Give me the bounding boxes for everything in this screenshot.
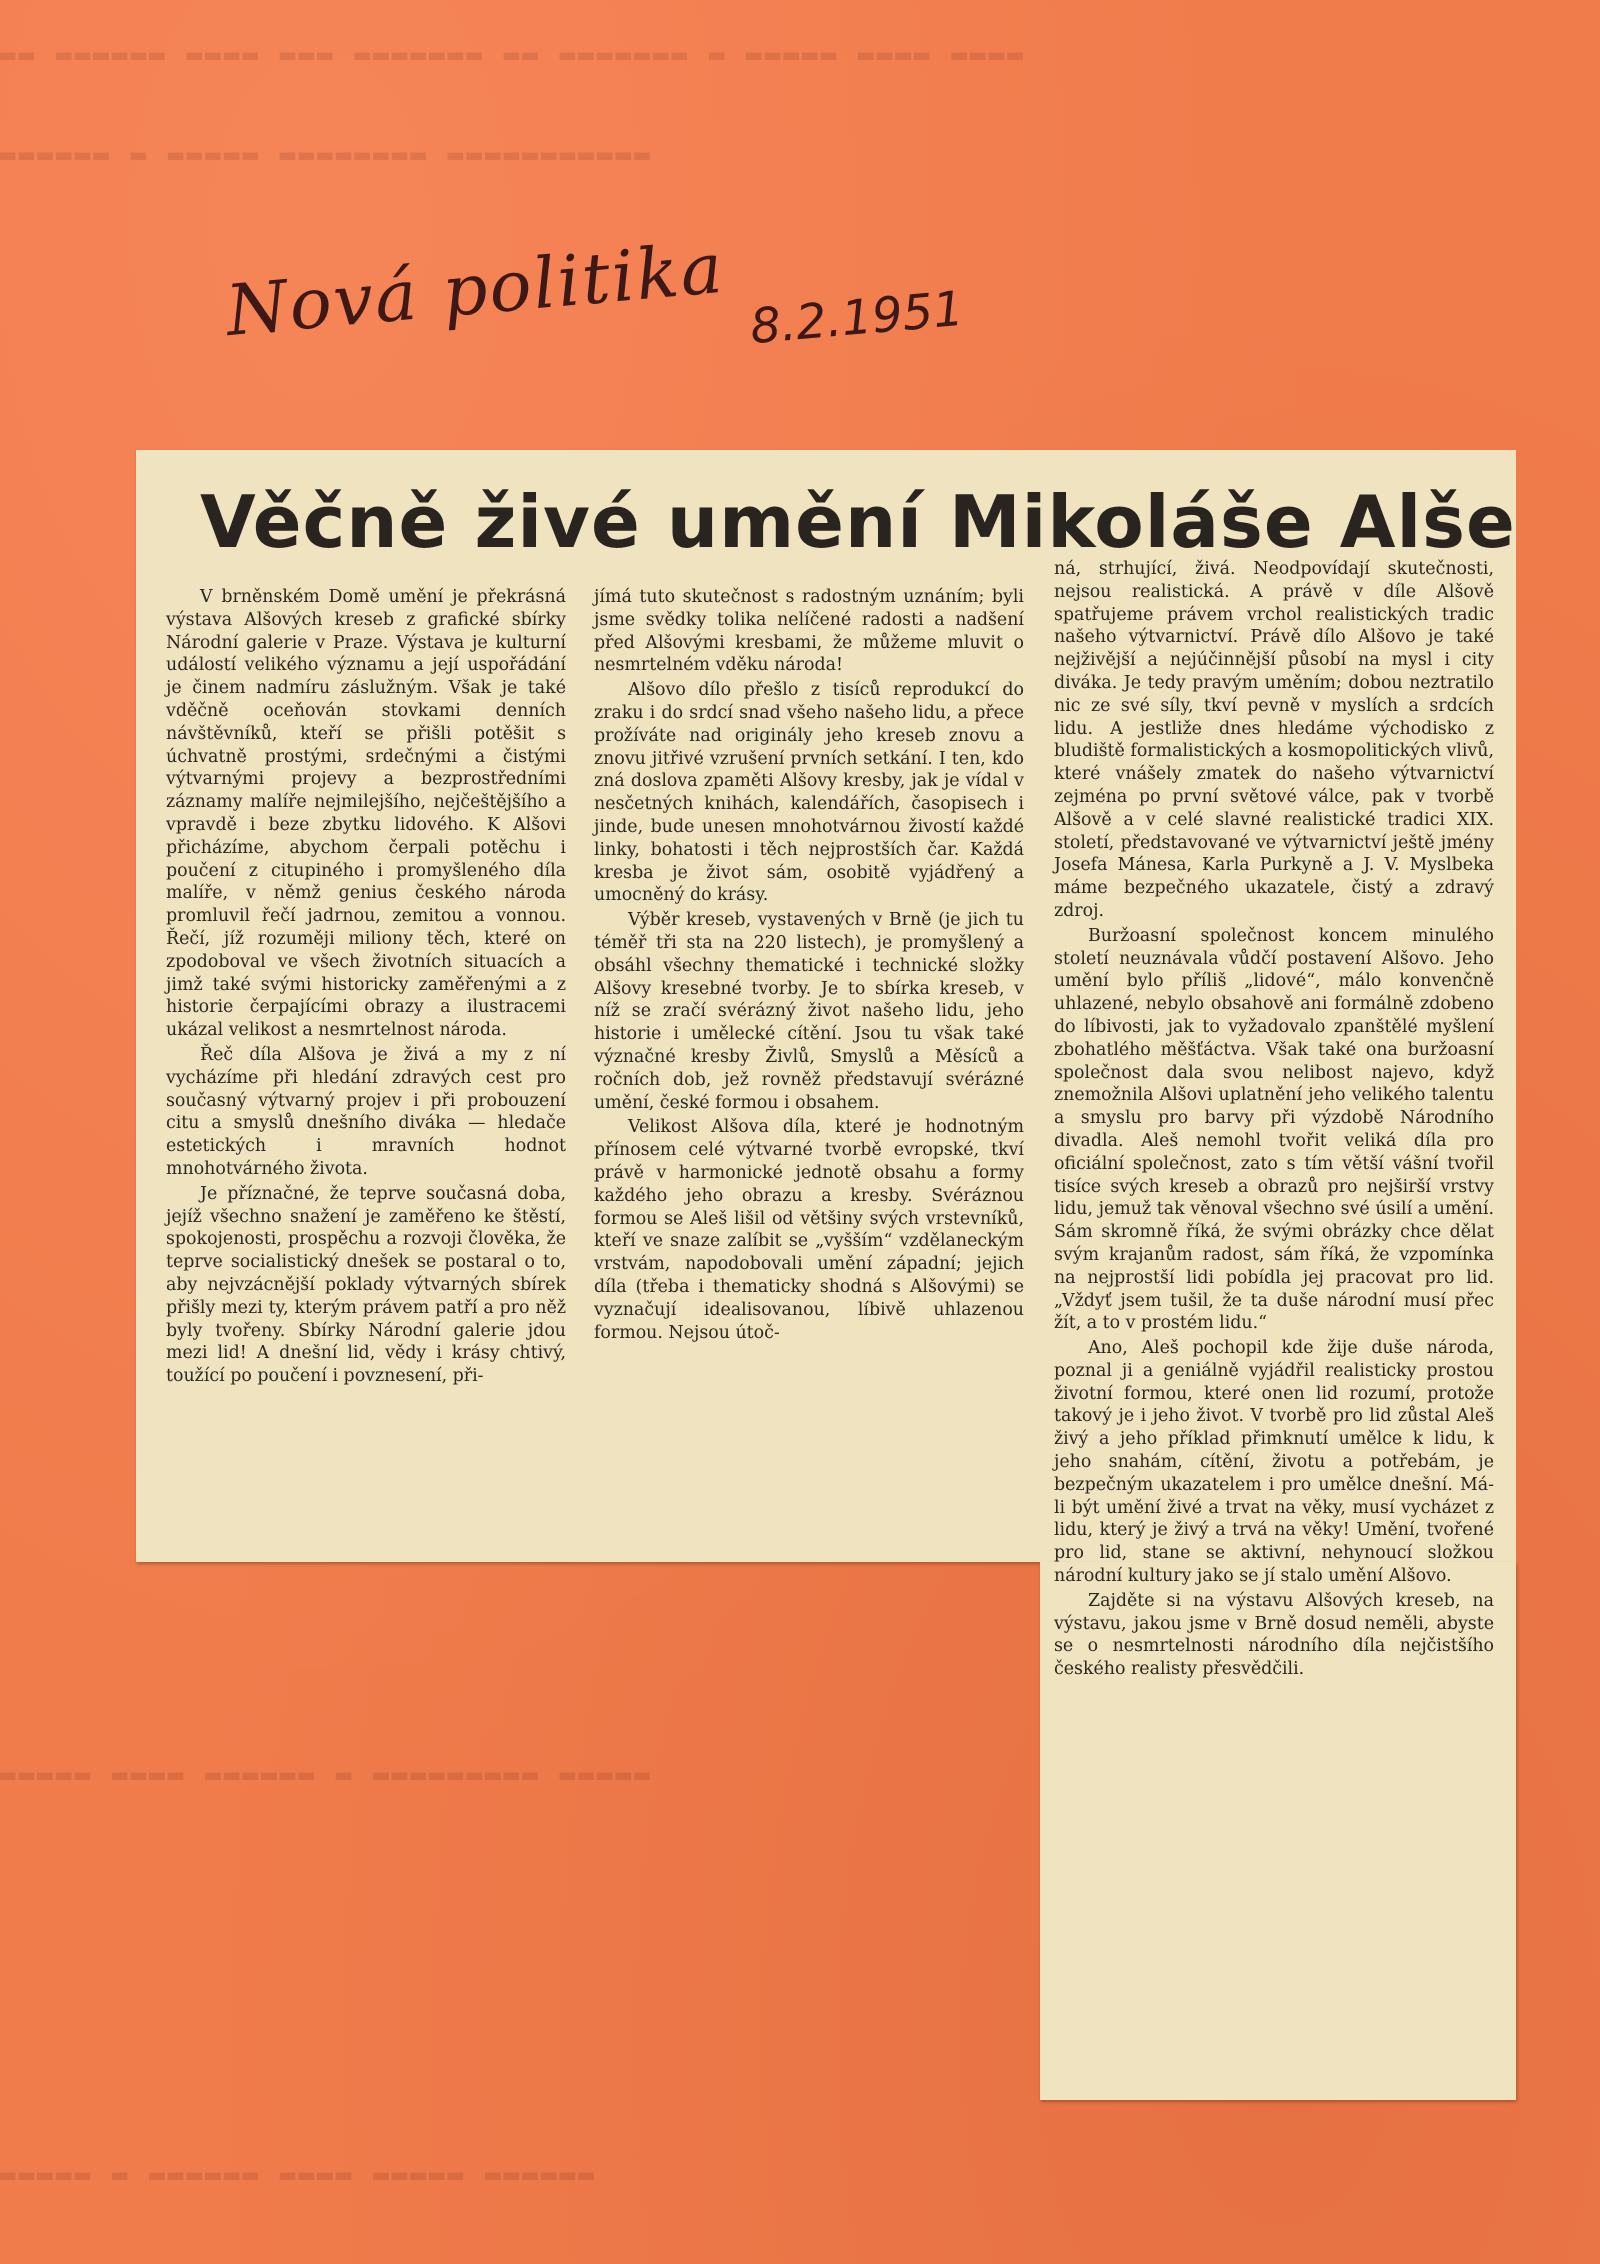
paragraph: jímá tuto skutečnost s radostným uznáním; byli jsme svědky tolika nelíčené radosti a nadšení před Alšovými kresbami, že můžeme mluvit o nesmrtelném vděku národa! (594, 587, 1024, 676)
bleed-through-text: ▬▬▬▬▬ ▬ ▬▬▬▬▬▬ ▬▬▬▬ ▬▬▬▬▬ ▬▬▬▬▬▬ (0, 2160, 597, 2190)
handwritten-annotation (222, 226, 966, 400)
paragraph: Zajděte si na výstavu Alšových kreseb, na výstavu, jakou jsme v Brně dosud neměli, abyste se o nesmrtelnosti národního díla nejčistšího českého realisty přesvědčili. (1054, 1590, 1494, 1680)
paragraph: Ano, Aleš pochopil kde žije duše národa, poznal ji a geniálně vyjádřil realisticky prostou životní formou, které onen lid rozumí, protože takový je i jeho život. V tvorbě pro lid zůstal Aleš živý a jeho příklad přimknutí umělce k lidu, k jeho snahám, cítění, životu a potřebám, je bezpečným ukazatelem i pro umělce dnešní. Má-li být umění živé a trvat na věky, musí vycházet z lidu, který je živý a trvá na věky! Umění, tvořené pro lid, stane se aktivní, nehynoucí složkou národní kultury jako se jí stalo umění Alšovo. (1054, 1338, 1494, 1587)
paragraph: Buržoasní společnost koncem minulého století neuznávala vůdčí postavení Alšovo. Jeho umění bylo příliš „lidové“, málo konvenčně uhlazené, nebylo obsahově ani formálně zdobeno do líbivosti, jak to vyžadovalo zpanštělé myšlení zbohatlého měšťáctva. Však také ona buržoasní společnost dala svou nelibost najevo, když znemožnila Alšovi uplatnění jeho velikého talentu a smyslu pro barvy při výzdobě Národního divadla. Aleš nemohl tvořit veliká díla pro oficiální společnost, zato s tím větší vášní tvořil tisíce svých kreseb a obrazů pro nejširší vrstvy lidu, jemuž tak věnoval všechno své úsilí a umění. Sám skromně říká, že svými obrázky chce dělat svým krajanům radost, sám říká, že vzpomínka na nejprostší lidi pobídla jej pracovat pro lid. „Vždyť jsem tušil, že ta duše národní musí přec žít, a to v prostém lidu.“ (1054, 925, 1494, 1334)
bleed-through-text: ▬▬▬▬▬ ▬▬▬▬ ▬▬▬▬▬▬ ▬ ▬▬▬▬▬▬▬▬▬ ▬▬▬▬▬ (0, 1760, 653, 1790)
article-column-2 (594, 586, 1024, 1344)
paragraph: Výběr kreseb, vystavených v Brně (je jich tu téměř tři sta na 220 listech), je promyšlený a obsáhl všechny thematické i technické složky Alšovy kresebné tvorby. Je to sbírka kreseb, v níž se zračí svérázný život našeho lidu, jeho historie i umělecké cítění. Jsou tu však také význačné kresby Živlů, Smyslů a Měsíců a ročních dob, jež rovněž představují svérázné umění, české formou i obsahem. (594, 910, 1024, 1113)
paragraph: Je příznačné, že teprve současná doba, jejíž všechno snažení je zaměřeno ke štěstí, spokojenosti, prospěchu a rozvoji člověka, že teprve socialistický dnešek se postaral o to, aby nejvzácnější poklady výtvarných sbírek přišly mezi ty, kterým právem patří a pro něž byly tvořeny. Sbírky Národní galerie jdou mezi lid! A dnešní lid, vědy i krásy chtivý, toužící po poučení i povznesení, při- (166, 1183, 566, 1387)
article-column-3 (1054, 558, 1494, 1681)
article-title: Věčně živé umění Mikoláše Alše (200, 480, 1516, 564)
paragraph: Alšovo dílo přešlo z tisíců reprodukcí do zraku i do srdcí snad všeho našeho lidu, a přece prožíváte nad originály jeho kreseb znovu a znovu jitřivé vzrušení prvních setkání. I ten, kdo zná doslova zpaměti Alšovy kresby, jak je vídal v nesčetných knihách, kalendářích, časopisech i jinde, bude unesen mnohotvárnou živostí každé linky, bohatosti i těch nejprostších čar. Každá kresba je život sám, osobitě vyjádřený a umocněný do krásy. (594, 680, 1024, 906)
handwritten-date: 8.2.1951 (747, 280, 966, 356)
paragraph: Řeč díla Alšova je živá a my z ní vycházíme při hledání zdravých cest pro současný výtvarný projev i při probouzení citu a smyslů dnešního diváka — hledače estetických i mravních hodnot mnohotvárného života. (166, 1044, 566, 1179)
paragraph: V brněnském Domě umění je překrásná výstava Alšových kreseb z grafické sbírky Národní galerie v Praze. Výstava je kulturní událostí velikého významu a její uspořádání je činem nadmíru záslužným. Však je také vděčně oceňován stovkami denních návštěvníků, kteří se přišli potěšit s úchvatně prostými, srdečnými a čistými výtvarnými projevy a bezprostředními záznamy malíře nejmilejšího, nejčeštějšího a vpravdě i beze zbytku lidového. K Alšovi přicházíme, abychom čerpali potěchu i poučení z citupiného i promyšleného díla malíře, v němž genius českého národa promluvil řečí jadrnou, zemitou a vonnou. Řečí, jíž rozuměji miliony těch, které on zpodoboval ve všech životních situacích a jimž také svými historicky zaměřenými a z historie čerpajícími obrazy a ilustracemi ukázal velikost a nesmrtelnost národa. (166, 587, 566, 1041)
paragraph: Velikost Alšova díla, které je hodnotným přínosem celé výtvarné tvorbě evropské, tkví právě v harmonické jednotě obsahu a formy každého jeho obrazu a kresby. Svéráznou formou se Aleš lišil od většiny svých vrstevníků, kteří ve snaze zalíbit se „vyšším“ vzdělaneckým vrstvám, napodobovali umění západní; jejich díla (třeba i thematicky shodná s Alšovými) se vyznačují idealisovanou, líbivě uhlazenou formou. Nejsou útoč- (594, 1117, 1024, 1343)
bleed-through-text: ▬▬ ▬▬▬▬▬▬ ▬▬▬▬ ▬▬▬ ▬▬▬▬▬▬▬ ▬▬ ▬▬▬▬▬▬▬ ▬ ▬▬▬▬▬ ▬▬▬▬ ▬▬▬▬ (0, 40, 1026, 70)
paragraph: ná, strhující, živá. Neodpovídají skutečnosti, nejsou realistická. A právě v díle Alšově spatřujeme právem vrchol realistických tradic našeho výtvarnictví. Právě dílo Alšovo je také nejživější a nejúčinnější působí na mysl i city diváka. Je tedy pravým uměním; dobou neztratilo nic ze své síly, tkví pevně v myslích a srdcích lidu. A jestliže dnes hledáme východisko z bludiště formalistických a kosmopolitických vlivů, které vnášely zmatek do našeho výtvarnictví zejména po první světové válce, pak v tvorbě Alšově a v celé slavné realistické tradici XIX. století, představované ve výtvarnictví ještě jmény Josefa Mánesa, Karla Purkyně a J. V. Myslbeka máme bezpečného ukazatele, čistý a zdravý zdroj. (1054, 559, 1494, 921)
handwritten-publication: Nová politika (222, 226, 728, 352)
article-column-1 (166, 586, 566, 1388)
bleed-through-text: ▬▬▬▬▬▬ ▬ ▬▬▬▬▬ ▬▬▬▬▬▬▬▬ ▬▬▬▬▬▬▬▬▬▬▬ (0, 140, 653, 170)
